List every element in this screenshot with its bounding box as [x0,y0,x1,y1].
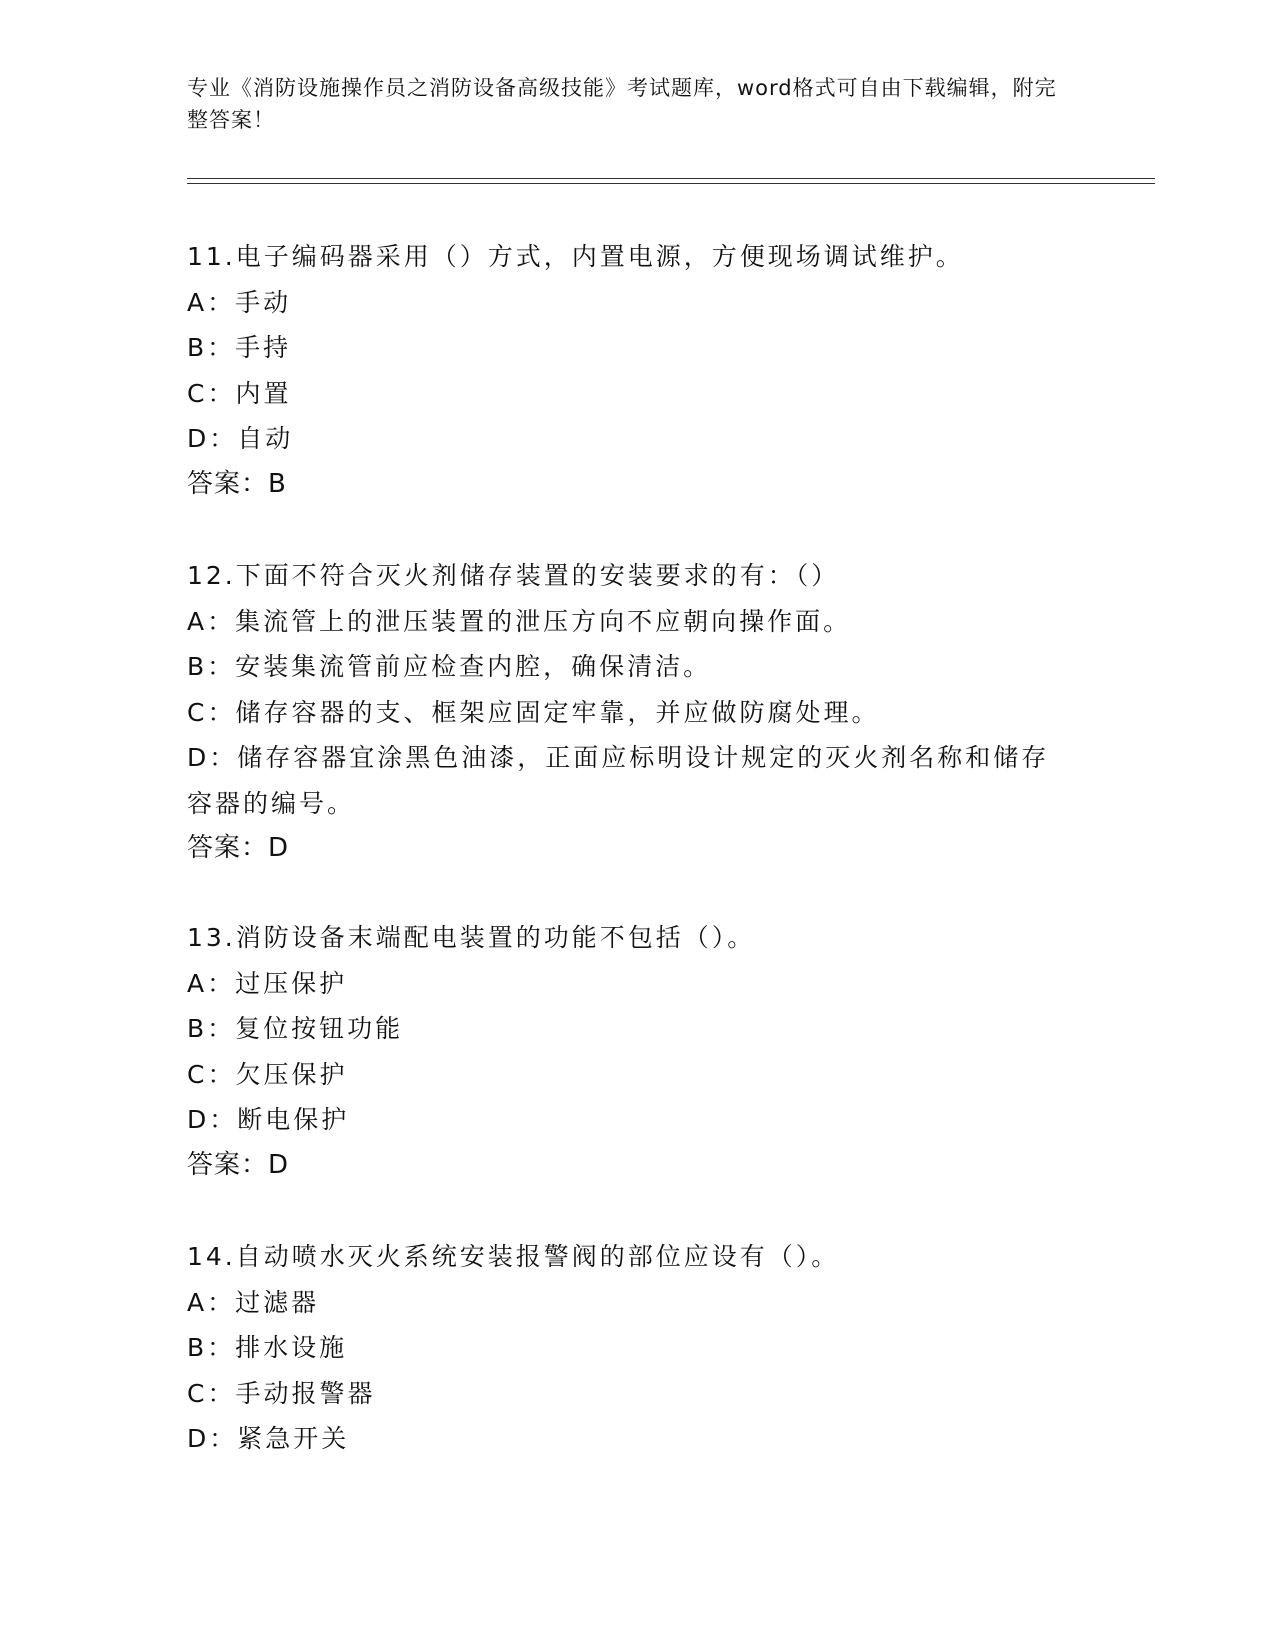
header-divider-bottom [187,183,1155,184]
option-c: C：内置 [187,378,292,408]
option-a: A：过压保护 [187,968,348,998]
question-13 [187,915,1087,1188]
option-b: B：手持 [187,333,292,362]
question-11 [187,234,1087,507]
option-d: D：自动 [187,424,294,453]
question-stem: 13.消防设备末端配电装置的功能不包括（）。 [187,923,756,952]
question-stem: 11.电子编码器采用（）方式，内置电源，方便现场调试维护。 [187,242,964,271]
option-d: D：断电保护 [187,1105,350,1134]
option-b: B：排水设施 [187,1333,348,1362]
option-c: C：欠压保护 [187,1059,348,1089]
question-14 [187,1234,1087,1462]
question-12 [187,553,1087,872]
option-a: A：手动 [187,287,292,317]
option-d: D：紧急开关 [187,1424,350,1453]
question-stem: 14.自动喷水灭火系统安装报警阀的部位应设有（）。 [187,1242,840,1271]
document-header: 专业《消防设施操作员之消防设备高级技能》考试题库，word格式可自由下载编辑，附完整答案！ [187,76,1057,132]
answer: 答案：D [187,1149,290,1180]
option-b: B：安装集流管前应检查内腔，确保清洁。 [187,652,712,681]
option-d: D：储存容器宜涂黑色油漆，正面应标明设计规定的灭火剂名称和储存容器的编号。 [187,743,1050,818]
option-a: A：过滤器 [187,1287,320,1317]
question-stem: 12.下面不符合灭火剂储存装置的安装要求的有：（） [187,561,840,590]
answer: 答案：B [187,468,287,499]
header-divider-top [187,178,1155,179]
answer: 答案：D [187,833,290,863]
option-b: B：复位按钮功能 [187,1014,404,1043]
option-a: A：集流管上的泄压装置的泄压方向不应朝向操作面。 [187,606,852,636]
option-c: C：储存容器的支、框架应固定牢靠，并应做防腐处理。 [187,697,880,727]
option-c: C：手动报警器 [187,1378,376,1408]
